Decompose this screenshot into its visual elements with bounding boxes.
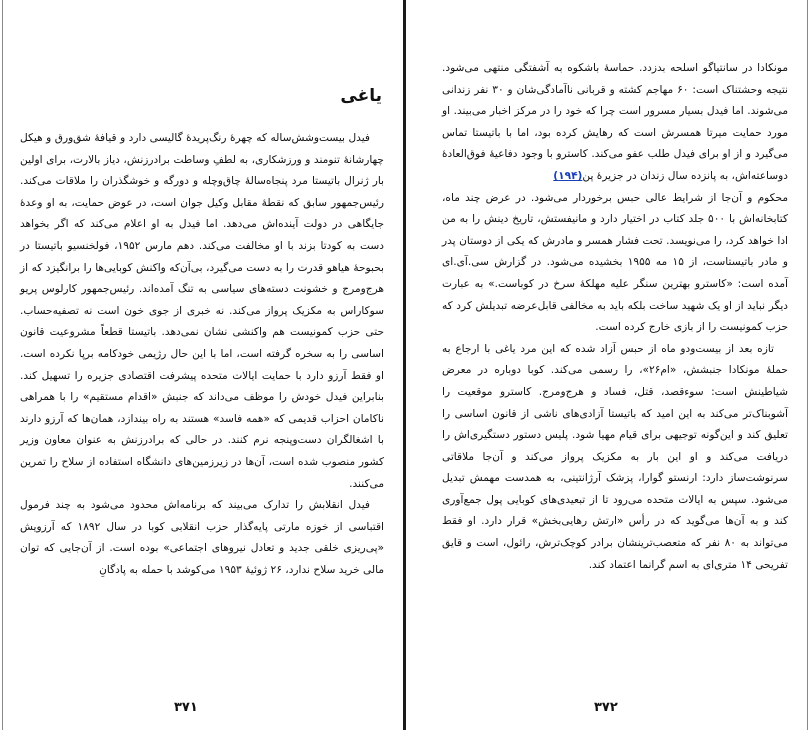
left-page <box>0 0 404 730</box>
paragraph: فیدل انقلابش را تدارک می‌بیند که برنامه‌اش محدود می‌شود به چند فرمول اقتباسی از خوزه مارتی پایه‌گذار حزب انقلابی کوبا در سال ۱۸۹۲ که آرزویش «پی‌ریزی خلقی جدید و تعادل نیروهای اجتماعی» بوده است. از آن‌جایی که توان مالی خرید سلاح ندارد، ۲۶ ژوئیهٔ ۱۹۵۳ می‌کوشد با حمله به پادگانِ <box>20 499 384 576</box>
right-page-text <box>442 58 788 576</box>
footnote-link[interactable]: (۱۹۴) <box>553 169 583 182</box>
paragraph <box>442 58 788 188</box>
chapter-title: یاغی <box>340 86 382 106</box>
left-page-text <box>20 128 384 581</box>
paragraph: محکوم و آن‌جا از شرایط عالی حبس برخوردار می‌شود. در عرض چند ماه، کتابخانه‌اش با ۵۰۰ جلد کتاب در اختیار دارد و مانیفستش، تاریخ دینش را به من ادا خواهد کرد، را می‌نویسد. تحت فشار همسر و مادرش که یکی از دوستان پدر و مادر باتیستاست، از ۱۵ مه ۱۹۵۵ بخشیده می‌شود. در گزارش سی.آی.ای آمده است: «کاسترو بهترین سنگر علیه مهلکهٔ سرخ در کوباست.» به عبارت دیگر نباید از او یک شهید ساخت بلکه باید به مخالفی قابل‌عرضه تبدیلش کرد که حزب کمونیست را از بازی خارج کرده است. <box>442 191 789 334</box>
right-page <box>406 0 810 730</box>
page-edge-line <box>2 0 3 730</box>
paragraph-text: مونکادا در سانتیاگو اسلحه بدزدد. حماسهٔ باشکوه به آشفتگی منتهی می‌شود. نتیجه وحشتناک است: ۶۰ مهاجم کشته و قربانی ناآمادگی‌شان و ۳۰ نفر زندانی می‌شوند. اما فیدل بسیار مسرور است چرا که خود را در مرکز اخبار می‌بیند. او مورد حمایت میرتا همسرش است که رهایش کرده بود، اما با باتیستا تماس می‌گیرد و از او برای فیدل طلب عفو می‌کند. کاسترو با وجود دفاعیهٔ فوق‌العادهٔ دوساعته‌اش، به پانزده سال زندان در جزیرهٔ پن <box>442 62 788 182</box>
page-edge-line <box>807 0 808 730</box>
page-number: ۳۷۱ <box>174 700 198 715</box>
paragraph: فیدل بیست‌وشش‌ساله که چهرهٔ رنگ‌پریدهٔ گالیسی دارد و قیافهٔ شق‌ورق و هیکل چهارشانهٔ تنومند و ورزشکاری، به لطفِ وساطت برادرزنش، دیاز بالارت، برای اولین بار ژنرال باتیستا مرد پنجاه‌سالهٔ چاق‌وچله و دورگه و خوشگذران را ملاقات می‌کند. رئیس‌جمهور سابق که نقطهٔ مقابل وکیل جوان است، در عوض حمایت، به او وعدهٔ جایگاهی در دولت آینده‌اش می‌دهد. اما فیدل به او اعلام می‌کند که اگر بخواهد دست به کودتا بزند با او مخالفت می‌کند. دهم مارس ۱۹۵۲، فولخنسیو باتیستا در بحبوحهٔ هیاهو قدرت را به دست می‌گیرد، بی‌آن‌که واکنش کوبایی‌ها را برانگیزد که از هرج‌ومرج و خشونت دسته‌های سیاسی به تنگ آمده‌اند. رئیس‌جمهور کارلوس پریو سوکاراس به مکزیک پرواز می‌کند. نه خبری از جوی خون است نه تصفیه‌حساب. حتی حزب کمونیست هم واکنشی نشان نمی‌دهد. باتیستا قطعاً مشروعیت قانون اساسی را به سخره گرفته است، اما با این حال رژیمی خودکامه برپا نکرده است. او فقط آرزو دارد با حمایت ایالات متحده پیشرفت اقتصادی جزیره را تسهیل کند. بنابراین فیدل خودش را موظف می‌داند که جنبش «اقدام مستقیم» را با همراهی ناکامان احزاب قدیمی که «همه فاسد» هستند به راه بیندازد، همان‌ها که آرزو دارند با اشغالگران دست‌وپنجه نرم کنند. در حالی که برادرزنش به عنوان معاون وزیر کشور منصوب شده است، آن‌ها در زیرزمین‌های دانشگاه استفاده از سلاح را تمرین می‌کنند. <box>20 132 384 490</box>
paragraph: تازه بعد از بیست‌ودو ماه از حبس آزاد شده که این مرد یاغی با ارجاع به حملهٔ مونکادا جنبشش، «ام۲۶»، را رسمی می‌کند. کوبا دوباره در معرض شیاطینش است: سوءقصد، قتل، فساد و هرج‌ومرج. کاسترو موقعیت را آشوبناک‌تر می‌کند به این امید که باتیستا آزادی‌های ناشی از قانون اساسی را تعلیق کند و این‌گونه توجیهی برای قیام مهیا شود. پلیس دستور دستگیری‌اش را دریافت می‌کند و او این بار به مکزیک پرواز می‌کند و آن‌جا ملاقاتی سرنوشت‌ساز دارد: ارنستو گوارا، پزشک آرژانتینی، به همدست مهمش تبدیل می‌شود. سپس به ایالات متحده می‌رود تا از تبعیدی‌های کوبایی پول جمع‌آوری کند و به آن‌ها می‌گوید که در رأس «ارتش رهایی‌بخش» قرار دارد. او فقط می‌تواند به ۸۰ نفر که متعصب‌ترینشان برادر کوچک‌ترش، رائول، است و قایق تفریحی ۱۴ متری‌ای به اسم گرانما اعتماد کند. <box>442 342 789 571</box>
page-number: ۳۷۲ <box>594 700 618 715</box>
